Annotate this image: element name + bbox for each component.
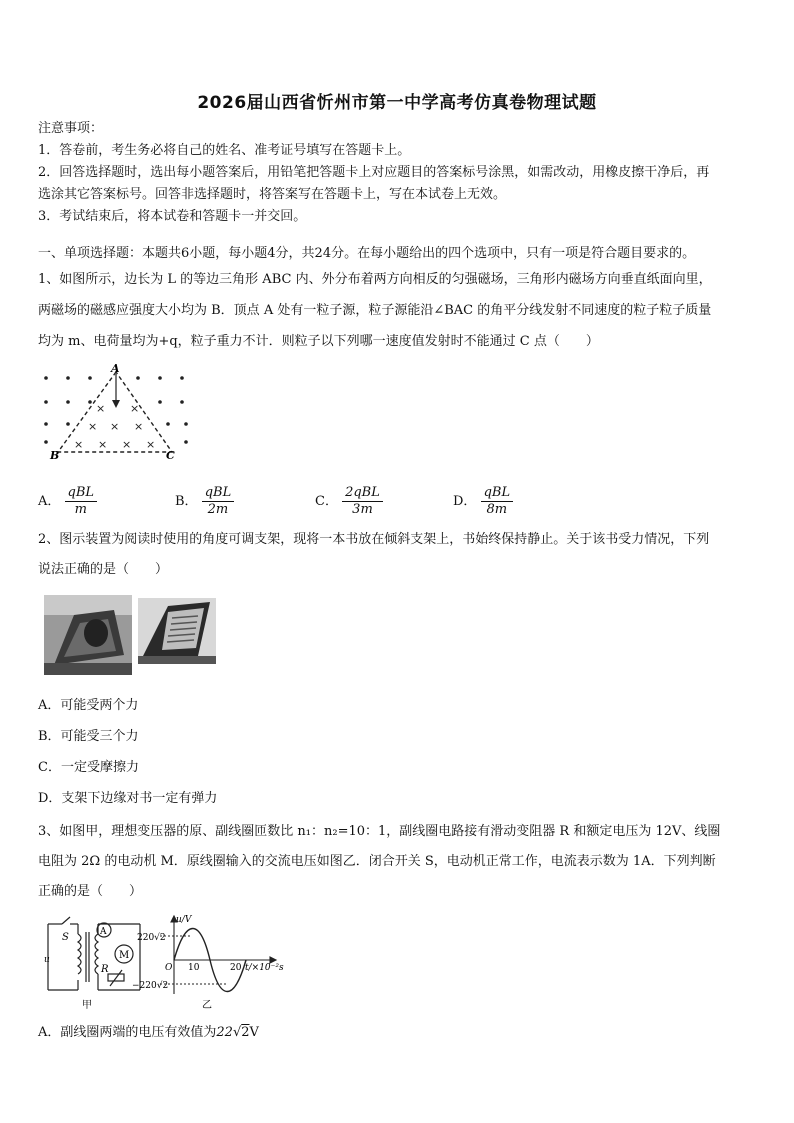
q2-option-c[interactable]: C．一定受摩擦力	[38, 760, 139, 775]
svg-text:×: ×	[134, 420, 144, 433]
question-1-text: 1、如图所示，边长为 L 的等边三角形 ABC 内、外分布着两方向相反的匀强磁场，三角形内磁场方向垂直纸面向里，	[38, 272, 712, 287]
vertex-label-c: C	[166, 449, 175, 462]
notice-item: 3．考试结束后，将本试卷和答题卡一并交回。	[38, 209, 307, 224]
svg-text:×: ×	[146, 438, 156, 451]
motor-label: M	[119, 950, 130, 961]
question-3-text: 电阻为 2Ω 的电动机 M．原线圈输入的交流电压如图乙．闭合开关 S，电动机正常工作，电流表示数为 1A．下列判断	[38, 854, 716, 869]
svg-text:×: ×	[96, 402, 106, 415]
field-crosses	[74, 402, 155, 451]
vertex-label-a: A	[111, 362, 120, 375]
svg-text:×: ×	[74, 438, 84, 451]
caption-jia: 甲	[82, 1000, 92, 1011]
notice-item: 2．回答选择题时，选出每小题答案后，用铅笔把答题卡上对应题目的答案标号涂黑，如需改动，用橡皮擦干净后，再	[38, 165, 710, 180]
notice-heading: 注意事项：	[38, 121, 104, 136]
question-1-text: 两磁场的磁感应强度大小均为 B．顶点 A 处有一粒子源，粒子源能沿∠BAC 的角平分线发射不同速度的粒子粒子质量	[38, 303, 712, 318]
svg-text:×: ×	[88, 420, 98, 433]
ammeter-label: A	[100, 927, 107, 937]
q1-option-c[interactable]: C． $\frac{\text{2qBL}}{3m}$	[315, 485, 383, 518]
coil-label: u	[44, 955, 50, 965]
question-3-text: 3、如图甲，理想变压器的原、副线圈匝数比 n₁：n₂=10：1，副线圈电路接有滑动变阻器 R 和额定电压为 12V、线圈	[38, 824, 721, 839]
vertex-label-b: B	[50, 449, 60, 462]
svg-text:×: ×	[122, 438, 132, 451]
notice-item: 1．答卷前，考生务必将自己的姓名、准考证号填写在答题卡上。	[38, 143, 411, 158]
question-2-text: 2、图示装置为阅读时使用的角度可调支架，现将一本书放在倾斜支架上，书始终保持静止。关于该书受力情况，下列	[38, 532, 710, 547]
q1-option-b[interactable]: B． $\frac{\text{qBL}}{2m}$	[175, 485, 234, 518]
x-tick-10: 10	[188, 963, 200, 973]
page-title: 2026届山西省忻州市第一中学高考仿真卷物理试题	[197, 93, 597, 113]
question-1-text: 均为 m、电荷量均为+q，粒子重力不计．则粒子以下列哪一速度值发射时不能通过 C 点（ ）	[38, 334, 599, 349]
y-max-label: 220√2	[137, 933, 166, 943]
sqrt-symbol: √	[232, 1025, 242, 1040]
q1-option-d[interactable]: D． $\frac{\text{qBL}}{8m}$	[453, 485, 513, 518]
q2-option-a[interactable]: A．可能受两个力	[38, 698, 139, 713]
svg-text:×: ×	[98, 438, 108, 451]
q2-option-b[interactable]: B．可能受三个力	[38, 729, 139, 744]
voltage-graph	[160, 916, 276, 994]
transformer-figure	[40, 912, 300, 1014]
reading-stand-photo-2	[138, 598, 216, 664]
fraction: $\frac{\text{qBL}}{8m}$	[481, 485, 514, 518]
switch-label: S	[62, 932, 69, 943]
question-3-text: 正确的是（ ）	[38, 884, 143, 899]
q3-option-a[interactable]: A．副线圈两端的电压有效值为22√2V	[38, 1025, 259, 1040]
section-heading: 一、单项选择题：本题共6小题，每小题4分，共24分。在每小题给出的四个选项中，只有一项是符合题目要求的。	[38, 246, 696, 261]
y-axis-label: u/V	[176, 915, 192, 925]
svg-text:×: ×	[110, 420, 120, 433]
question-2-text: 说法正确的是（ ）	[38, 562, 169, 577]
triangle-field-figure	[38, 362, 198, 467]
caption-yi: 乙	[202, 1000, 212, 1011]
resistor-label: R	[101, 964, 109, 975]
fraction: $\frac{\text{qBL}}{2m}$	[202, 485, 235, 518]
x-tick-20: 20	[230, 963, 242, 973]
fraction: $\frac{\text{qBL}}{m}$	[65, 485, 98, 518]
fraction: $\frac{\text{2qBL}}{3m}$	[342, 485, 383, 518]
x-axis-label: t/×10⁻²s	[245, 963, 284, 973]
svg-text:×: ×	[130, 402, 140, 415]
q1-option-a[interactable]: A． $\frac{\text{qBL}}{m}$	[38, 485, 97, 518]
q2-option-d[interactable]: D．支架下边缘对书一定有弹力	[38, 791, 218, 806]
reading-stand-photo-1	[44, 595, 132, 675]
origin-label: O	[165, 963, 173, 973]
y-min-label: −220√2	[132, 981, 169, 991]
notice-item: 选涂其它答案标号。回答非选择题时，将答案写在答题卡上，写在本试卷上无效。	[38, 187, 507, 202]
